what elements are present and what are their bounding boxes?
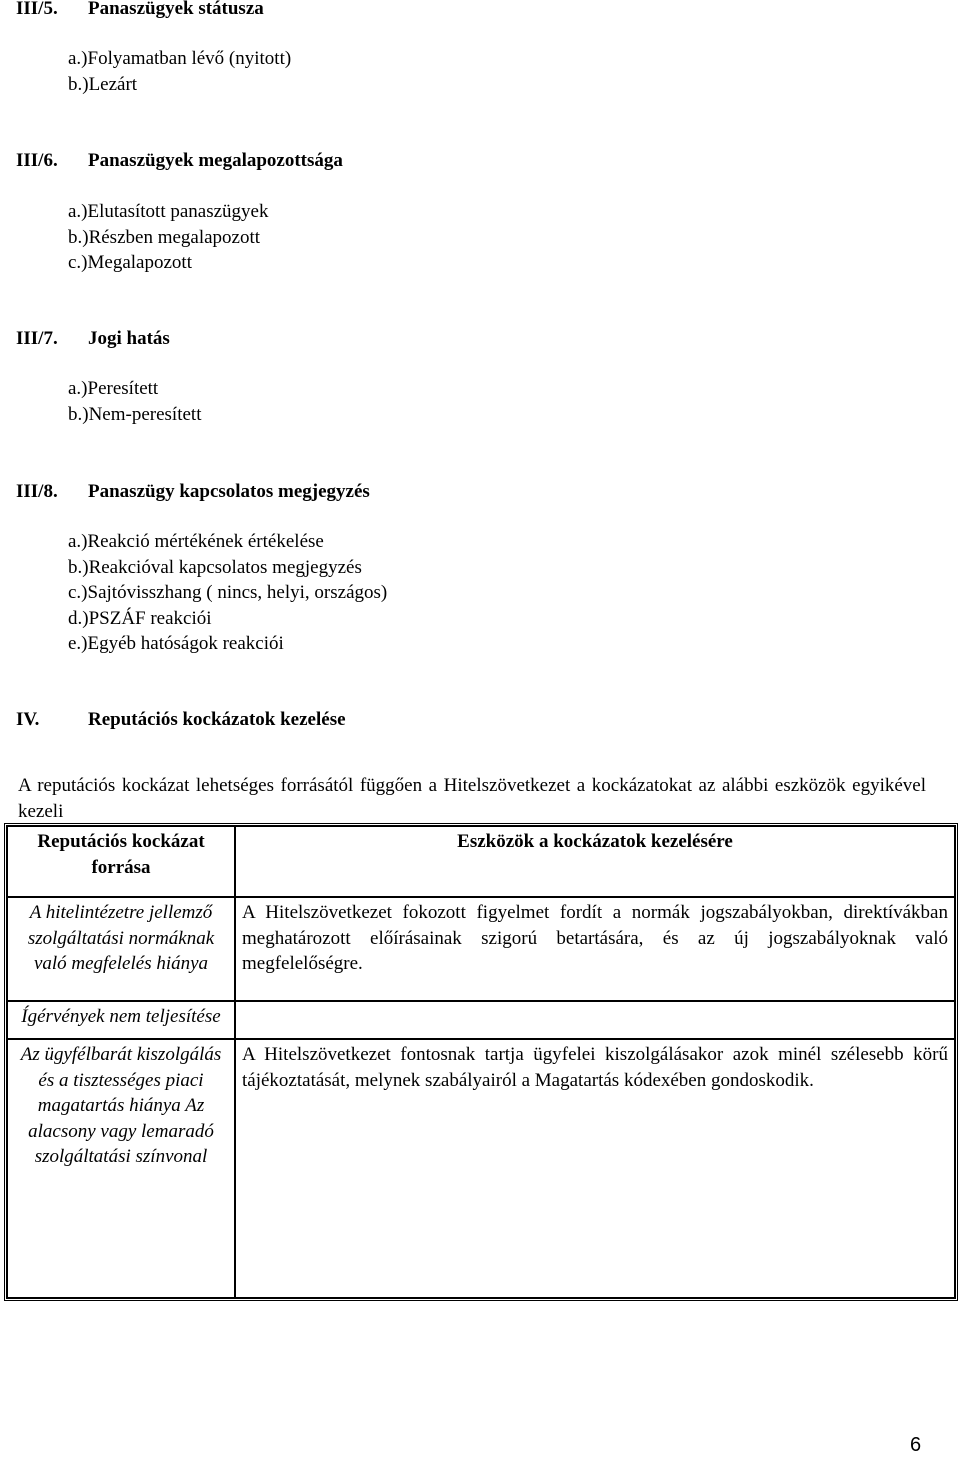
page-number: 6 (910, 1434, 922, 1456)
table-header-row (7, 826, 955, 897)
list-item: a.)Elutasított panaszügyek (68, 201, 269, 222)
list-item: b.)Részben megalapozott (68, 226, 261, 248)
section-heading (16, 479, 370, 505)
section-items (68, 46, 291, 97)
section-number: III/6. (16, 150, 58, 171)
table-header-source: Reputációs kockázat forrása (7, 826, 235, 897)
section-items (68, 376, 201, 427)
section-number: III/8. (16, 481, 58, 502)
list-item: b.)Nem-peresített (68, 403, 202, 425)
risk-tool-cell: A Hitelszövetkezet fokozott figyelmet fordít a normák jogszabályokban, direktívákban meghatározott előírásainak szigorú betartására, és az új jogszabályoknak való megfelelőségre. (235, 897, 955, 1001)
section-number: IV. (16, 709, 40, 730)
risk-tool-cell: A Hitelszövetkezet fontosnak tartja ügyfelei kiszolgálásakor azok minél szélesebb körű tájékoztatását, melynek szabályairól a Magatartás kódexében gondoskodik. (235, 1039, 955, 1298)
table-row (7, 897, 955, 1001)
list-item: e.)Egyéb hatóságok reakciói (68, 633, 284, 654)
section-heading (16, 148, 343, 174)
table-header-tools: Eszközök a kockázatok kezelésére (235, 826, 955, 897)
list-item: c.)Sajtóvisszhang ( nincs, helyi, országos) (68, 582, 388, 603)
section-title: Panaszügy kapcsolatos megjegyzés (88, 481, 370, 502)
list-item: d.)PSZÁF reakciói (68, 607, 212, 629)
intro-paragraph: A reputációs kockázat lehetséges forrásától függően a Hitelszövetkezet a kockázatokat az alábbi eszközök egyikével kezeli (18, 775, 926, 822)
table-row (7, 1039, 955, 1298)
section-title: Reputációs kockázatok kezelése (88, 709, 346, 730)
table-row (7, 1001, 955, 1039)
section-number: III/5. (16, 0, 58, 19)
risk-management-table (4, 823, 958, 1301)
list-item: c.)Megalapozott (68, 252, 192, 273)
risk-source-cell: Ígérvények nem teljesítése (7, 1001, 235, 1039)
list-item: b.)Lezárt (68, 73, 138, 95)
section-title: Jogi hatás (88, 328, 170, 349)
section-items (68, 529, 387, 657)
section-heading (16, 0, 264, 22)
list-item: a.)Peresített (68, 378, 159, 399)
section-heading (16, 326, 170, 352)
list-item: a.)Reakció mértékének értékelése (68, 531, 324, 552)
section-heading (16, 707, 346, 733)
risk-source-cell: Az ügyfélbarát kiszolgálás és a tisztességes piaci magatartás hiánya Az alacsony vagy lemaradó szolgáltatási színvonal (7, 1039, 235, 1298)
risk-source-cell: A hitelintézetre jellemző szolgáltatási normáknak való megfelelés hiánya (7, 897, 235, 1001)
section-items (68, 199, 269, 276)
list-item: a.)Folyamatban lévő (nyitott) (68, 48, 292, 69)
list-item: b.)Reakcióval kapcsolatos megjegyzés (68, 556, 362, 578)
section-title: Panaszügyek megalapozottsága (88, 150, 343, 171)
section-title: Panaszügyek státusza (88, 0, 264, 19)
section-number: III/7. (16, 328, 58, 349)
risk-tool-cell (235, 1001, 955, 1039)
